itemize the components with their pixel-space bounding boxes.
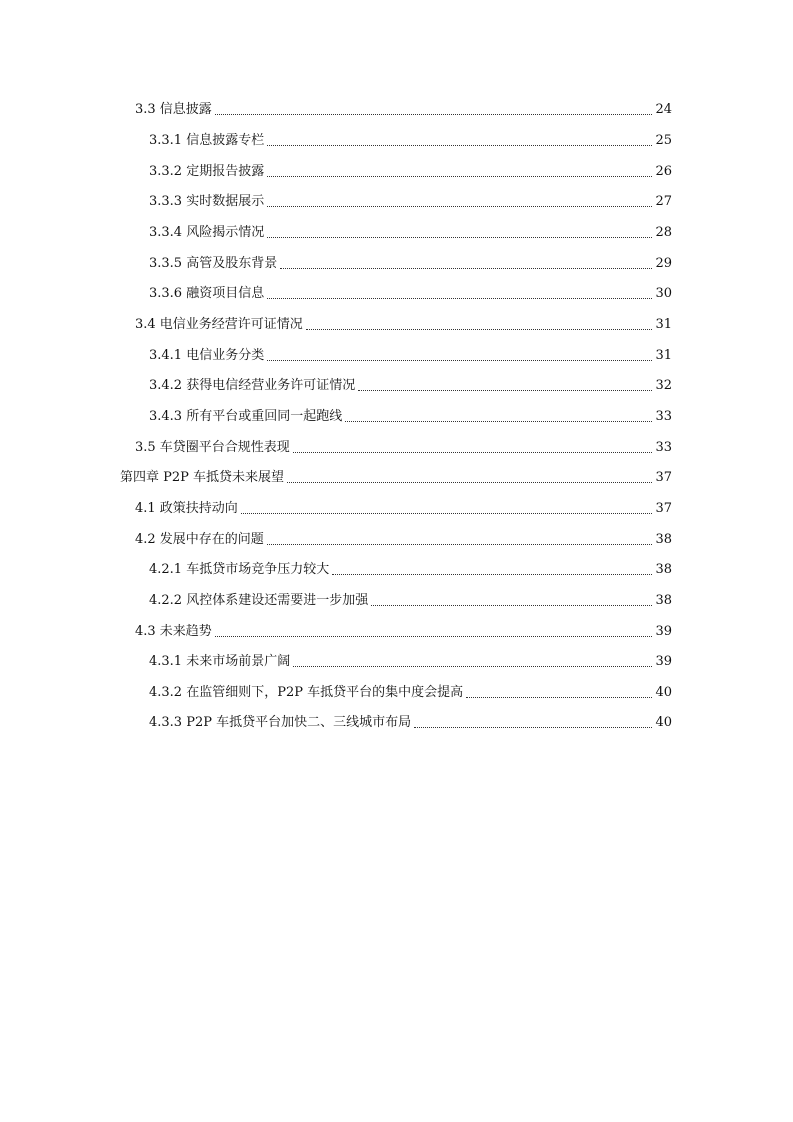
toc-dot-leader: [267, 544, 653, 545]
toc-entry-title: 4.3.3 P2P 车抵贷平台加快二、三线城市布局: [149, 715, 412, 730]
toc-entry-3-5[interactable]: [135, 435, 672, 457]
toc-entry-4-2[interactable]: [135, 527, 672, 549]
toc-page-number: 39: [655, 654, 672, 669]
toc-page-number: 33: [655, 440, 672, 455]
toc-page-number: 40: [655, 685, 672, 700]
toc-entry-4-3[interactable]: [135, 619, 672, 641]
toc-entry-3-3[interactable]: [135, 97, 672, 119]
toc-page-number: 38: [655, 532, 672, 547]
toc-entry-title: 4.3.1 未来市场前景广阔: [149, 654, 291, 669]
toc-page-number: 26: [655, 164, 672, 179]
toc-page-number: 33: [655, 409, 672, 424]
toc-dot-leader: [267, 237, 652, 238]
toc-dot-leader: [287, 482, 652, 483]
toc-entry-4-2-2[interactable]: [149, 588, 672, 610]
toc-dot-leader: [241, 513, 653, 514]
toc-entry-title: 第四章 P2P 车抵贷未来展望: [120, 470, 285, 485]
toc-page-number: 31: [655, 317, 672, 332]
toc-entry-title: 3.3.2 定期报告披露: [149, 164, 265, 179]
toc-dot-leader: [306, 329, 653, 330]
toc-entry-4-1[interactable]: [135, 496, 672, 518]
toc-entry-title: 3.4.1 电信业务分类: [149, 348, 265, 363]
toc-dot-leader: [267, 176, 652, 177]
toc-dot-leader: [215, 114, 653, 115]
toc-page-number: 38: [655, 593, 672, 608]
toc-entry-title: 3.4 电信业务经营许可证情况: [135, 317, 303, 332]
toc-dot-leader: [466, 697, 652, 698]
toc-dot-leader: [267, 298, 652, 299]
toc-entry-title: 3.3.1 信息披露专栏: [149, 133, 265, 148]
toc-entry-title: 3.4.3 所有平台或重回同一起跑线: [149, 409, 343, 424]
toc-page-number: 39: [655, 624, 672, 639]
toc-entry-title: 4.2.1 车抵贷市场竞争压力较大: [149, 562, 330, 577]
toc-page-number: 32: [655, 378, 672, 393]
toc-page-number: 25: [655, 133, 672, 148]
toc-page-number: 37: [655, 470, 672, 485]
toc-page-number: 37: [655, 501, 672, 516]
toc-entry-title: 3.3.3 实时数据展示: [149, 194, 265, 209]
toc-entry-title: 3.3 信息披露: [135, 102, 212, 117]
toc-entry-3-3-1[interactable]: [149, 128, 672, 150]
toc-dot-leader: [345, 421, 652, 422]
toc-entry-4-2-1[interactable]: [149, 557, 672, 579]
toc-entry-3-4-3[interactable]: [149, 404, 672, 426]
toc-entry-3-4-1[interactable]: [149, 343, 672, 365]
toc-dot-leader: [267, 360, 652, 361]
toc-dot-leader: [267, 206, 652, 207]
toc-entry-3-4[interactable]: [135, 312, 672, 334]
toc-entry-title: 4.3 未来趋势: [135, 624, 212, 639]
toc-page-number: 31: [655, 348, 672, 363]
toc-dot-leader: [293, 452, 653, 453]
toc-page-number: 30: [655, 286, 672, 301]
toc-entry-3-3-2[interactable]: [149, 159, 672, 181]
toc-entry-title: 4.2 发展中存在的问题: [135, 532, 264, 547]
toc-entry-title: 4.1 政策扶持动向: [135, 501, 238, 516]
toc-entry-3-3-6[interactable]: [149, 281, 672, 303]
toc-dot-leader: [293, 666, 652, 667]
toc-page-number: 27: [655, 194, 672, 209]
toc-entry-3-3-3[interactable]: [149, 189, 672, 211]
toc-dot-leader: [267, 145, 652, 146]
toc-dot-leader: [414, 727, 652, 728]
toc-page-number: 38: [655, 562, 672, 577]
toc-entry-4-3-2[interactable]: [149, 680, 672, 702]
toc-entry-3-3-4[interactable]: [149, 220, 672, 242]
toc-entry-chapter-4[interactable]: [120, 465, 672, 487]
toc-entry-4-3-3[interactable]: [149, 710, 672, 732]
toc-dot-leader: [371, 605, 652, 606]
toc-entry-3-4-2[interactable]: [149, 373, 672, 395]
toc-entry-title: 3.5 车贷圈平台合规性表现: [135, 440, 290, 455]
toc-dot-leader: [332, 574, 652, 575]
toc-page-number: 40: [655, 715, 672, 730]
toc-entry-title: 3.3.6 融资项目信息: [149, 286, 265, 301]
toc-entry-4-3-1[interactable]: [149, 649, 672, 671]
toc-entry-title: 3.3.5 高管及股东背景: [149, 256, 278, 271]
toc-dot-leader: [280, 268, 652, 269]
toc-entry-3-3-5[interactable]: [149, 251, 672, 273]
toc-entry-title: 3.3.4 风险揭示情况: [149, 225, 265, 240]
toc-entry-title: 4.2.2 风控体系建设还需要进一步加强: [149, 593, 369, 608]
toc-page-number: 28: [655, 225, 672, 240]
toc-page-number: 24: [655, 102, 672, 117]
toc-entry-title: 3.4.2 获得电信经营业务许可证情况: [149, 378, 356, 393]
toc-dot-leader: [215, 636, 653, 637]
toc-entry-title: 4.3.2 在监管细则下，P2P 车抵贷平台的集中度会提高: [149, 685, 464, 700]
toc-page-number: 29: [655, 256, 672, 271]
toc-dot-leader: [358, 390, 652, 391]
